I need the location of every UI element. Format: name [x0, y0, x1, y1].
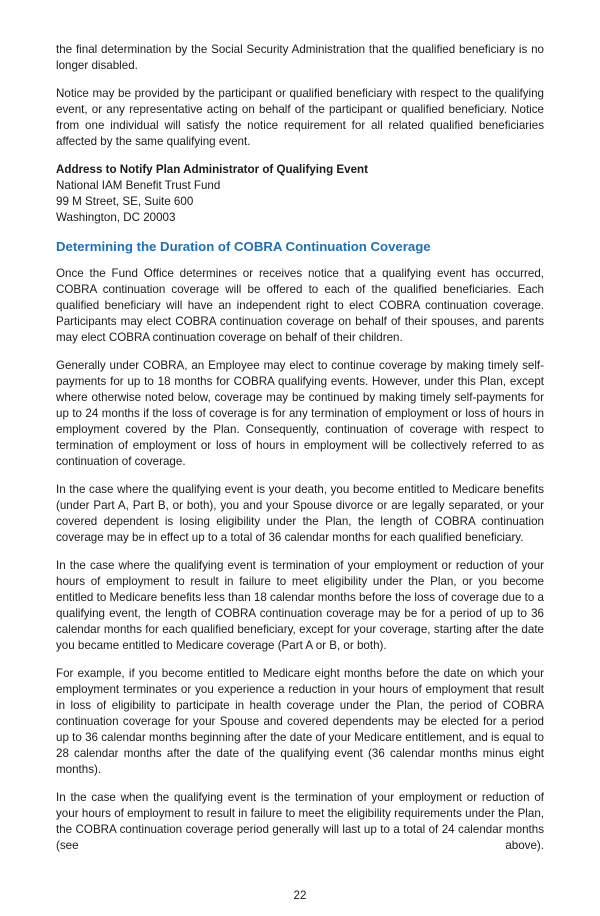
address-line-2: 99 M Street, SE, Suite 600	[56, 195, 194, 208]
paragraph-disability-determination: the final determination by the Social Security Administration that the qualified beneficiary is no longer disabled.	[56, 43, 544, 72]
paragraph-notice-provider: Notice may be provided by the participant or qualified beneficiary with respect to the qualifying event, or any representative acting on behalf of the participant or qualified beneficiary. Notice from one individual will satisfy the notice requirement for all related qualified beneficiaries affected by the same qualifying event.	[56, 87, 544, 148]
paragraph-general-duration: Generally under COBRA, an Employee may elect to continue coverage by making timely self-payments for up to 18 months for COBRA qualifying events. However, under this Plan, except where otherwise noted below, coverage may be continued by making timely self-payments for up to 24 months if the loss of coverage is for any termination of employment or loss of hours in employment covered by the Plan. Consequently, continuation of coverage with respect to termination of employment or loss of hours in employment will be collectively referred to as continuation of coverage.	[56, 359, 544, 468]
address-title: Address to Notify Plan Administrator of Qualifying Event	[56, 163, 368, 176]
paragraph-offer-coverage: Once the Fund Office determines or receives notice that a qualifying event has occurred, COBRA continuation coverage will be offered to each of the qualified beneficiaries. Each qualified beneficiary will have an independent right to elect COBRA continuation coverage. Participants may elect COBRA continuation coverage on behalf of their spouses, and parents may elect COBRA continuation coverage on behalf of their children.	[56, 267, 544, 344]
paragraph-36-months-death: In the case where the qualifying event is your death, you become entitled to Medicare benefits (under Part A, Part B, or both), you and your Spouse divorce or are legally separated, or your covered dependent is losing eligibility under the Plan, the length of COBRA continuation coverage may be in effect up to a total of 36 calendar months for each qualified beneficiary.	[56, 483, 544, 544]
address-line-3: Washington, DC 20003	[56, 211, 176, 224]
address-block	[56, 162, 544, 226]
paragraph-24-months: In the case when the qualifying event is the termination of your employment or reduction of your hours of employment to result in failure to meet the eligibility requirements under the Plan, the COBRA continuation coverage period generally will last up to a total of 24 calendar months (see above).	[56, 791, 544, 852]
paragraph-36-months-medicare: In the case where the qualifying event is termination of your employment or reduction of your hours of employment to result in failure to meet eligibility under the Plan, or you become entitled to Medicare benefits less than 18 calendar months before the loss of coverage due to a qualifying event, the length of COBRA continuation coverage may be for a period of up to 36 calendar months for each qualified beneficiary, except for your coverage, starting after the date you became entitled to Medicare coverage (Part A or B, or both).	[56, 559, 544, 652]
page-number: 22	[293, 889, 307, 902]
paragraph-example: For example, if you become entitled to Medicare eight months before the date on which your employment terminates or you experience a reduction in your hours of employment that result in loss of eligibility to participate in health coverage under the Plan, the period of COBRA continuation coverage for your Spouse and covered dependents may be elected for a period up to 36 calendar months beginning after the date of your Medicare entitlement, and is equal to 28 calendar months after the date of the qualifying event (36 calendar months minus eight months).	[56, 667, 544, 776]
address-line-1: National IAM Benefit Trust Fund	[56, 179, 221, 192]
section-heading: Determining the Duration of COBRA Continuation Coverage	[56, 239, 431, 254]
